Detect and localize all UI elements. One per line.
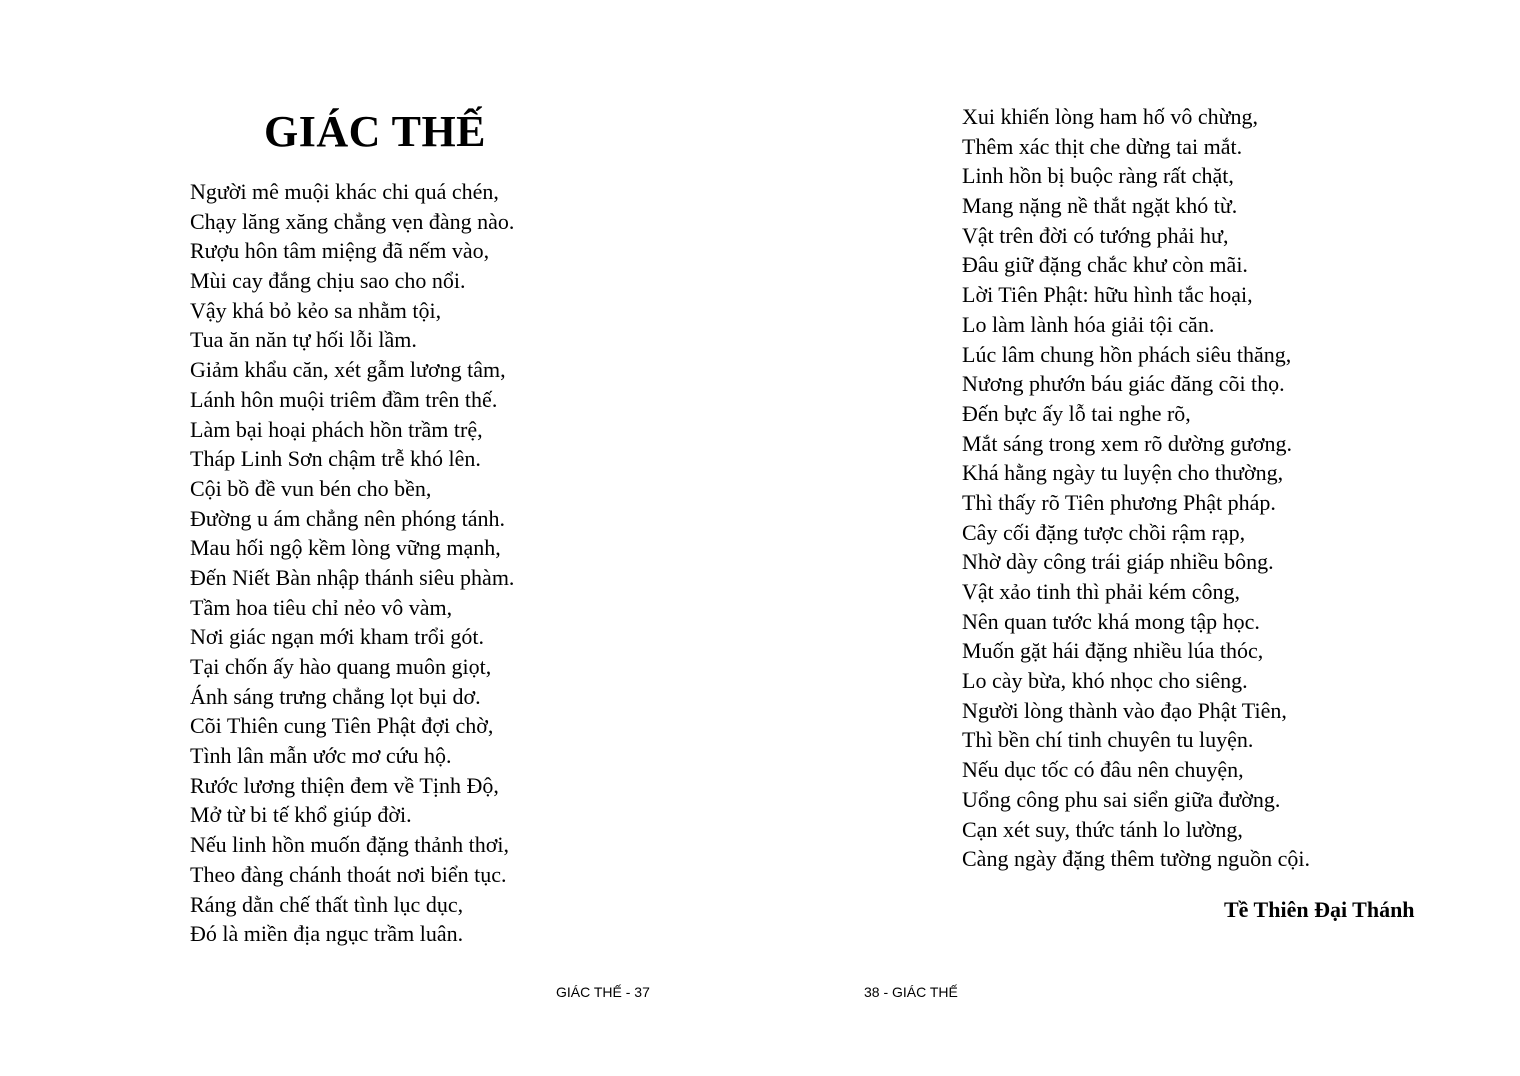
- verse-line: Mang nặng nề thắt ngặt khó từ.: [962, 193, 1238, 219]
- verse-line: Mau hối ngộ kềm lòng vững mạnh,: [190, 535, 501, 561]
- verse-line: Giảm khẩu căn, xét gẫm lương tâm,: [190, 357, 506, 383]
- verse-line: Rước lương thiện đem về Tịnh Độ,: [190, 772, 499, 798]
- verse-line: Tầm hoa tiêu chỉ nẻo vô vàm,: [190, 594, 453, 620]
- verse-line: Người mê muội khác chi quá chén,: [190, 179, 499, 204]
- verse-line: Linh hồn bị buộc ràng rất chặt,: [962, 163, 1234, 189]
- verse-line: Đến Niết Bàn nhập thánh siêu phàm.: [190, 564, 515, 590]
- verse-line: Nơi giác ngạn mới kham trổi gót.: [190, 624, 484, 650]
- verse-line: Nương phướn báu giác đăng cõi thọ.: [962, 371, 1285, 397]
- verse-line: Xui khiến lòng ham hố vô chừng,: [962, 104, 1259, 129]
- verse-line: Nên quan tước khá mong tập học.: [962, 608, 1260, 634]
- verse-line: Vật xảo tinh thì phải kém công,: [962, 579, 1240, 604]
- verse-line: Tháp Linh Sơn chậm trễ khó lên.: [190, 446, 481, 472]
- verse-line: Cõi Thiên cung Tiên Phật đợi chờ,: [190, 713, 494, 739]
- verse-line: Mắt sáng trong xem rõ dường gương.: [962, 430, 1293, 456]
- verse-line: Nhờ dày công trái giáp nhiều bông.: [962, 549, 1274, 575]
- author-signature: Tề Thiên Đại Thánh: [1224, 897, 1415, 922]
- verse-line: Lời Tiên Phật: hữu hình tắc hoại,: [962, 282, 1253, 308]
- verse-line: Càng ngày đặng thêm tường nguồn cội.: [962, 846, 1311, 872]
- poem-title: GIÁC THẾ: [264, 107, 487, 156]
- verse-line: Thì bền chí tinh chuyên tu luyện.: [962, 727, 1254, 753]
- verse-line: Uổng công phu sai siển giữa đường.: [962, 786, 1281, 812]
- verse-line: Ánh sáng trưng chẳng lọt bụi dơ.: [190, 683, 481, 709]
- right-page-footer: 38 - GIÁC THẾ: [864, 984, 958, 1000]
- verse-line: Mở từ bi tế khổ giúp đời.: [190, 802, 412, 828]
- verse-line: Người lòng thành vào đạo Phật Tiên,: [962, 697, 1287, 723]
- verse-line: Cạn xét suy, thức tánh lo lường,: [962, 816, 1243, 842]
- verse-line: Cây cối đặng tược chồi rậm rạp,: [962, 519, 1246, 545]
- verse-line: Chạy lăng xăng chẳng vẹn đàng nào.: [190, 208, 515, 234]
- right-verse-list: [962, 102, 1310, 874]
- verse-line: Làm bại hoại phách hồn trầm trệ,: [190, 416, 483, 442]
- verse-line: Nếu linh hồn muốn đặng thảnh thơi,: [190, 832, 509, 858]
- verse-line: Vậy khá bỏ kẻo sa nhằm tội,: [190, 297, 442, 323]
- verse-line: Đường u ám chẳng nên phóng tánh.: [190, 505, 505, 531]
- verse-line: Thêm xác thịt che dừng tai mắt.: [962, 133, 1243, 159]
- verse-line: Đó là miền địa ngục trầm luân.: [190, 921, 464, 947]
- verse-line: Thì thấy rõ Tiên phương Phật pháp.: [962, 489, 1276, 515]
- verse-line: Khá hằng ngày tu luyện cho thường,: [962, 460, 1284, 486]
- verse-line: Tua ăn năn tự hối lỗi lầm.: [190, 327, 417, 353]
- verse-line: Muốn gặt hái đặng nhiều lúa thóc,: [962, 638, 1264, 664]
- verse-line: Nếu dục tốc có đâu nên chuyện,: [962, 757, 1244, 783]
- verse-line: Rượu hôn tâm miệng đã nếm vào,: [190, 238, 490, 264]
- verse-line: Lánh hôn muội triêm đầm trên thế.: [190, 386, 498, 412]
- verse-line: Lo làm lành hóa giải tội căn.: [962, 311, 1215, 337]
- verse-line: Tại chốn ấy hào quang muôn giọt,: [190, 654, 492, 679]
- verse-line: Đâu giữ đặng chắc khư còn mãi.: [962, 252, 1248, 278]
- verse-line: Cội bồ đề vun bén cho bền,: [190, 475, 432, 501]
- verse-line: Ráng dằn chế thất tình lục dục,: [190, 891, 464, 917]
- left-page-footer: GIÁC THẾ - 37: [556, 984, 650, 1000]
- right-page: [760, 0, 1520, 1076]
- verse-line: Đến bực ấy lỗ tai nghe rõ,: [962, 400, 1191, 426]
- verse-line: Mùi cay đắng chịu sao cho nổi.: [190, 268, 466, 294]
- verse-line: Theo đàng chánh thoát nơi biển tục.: [190, 861, 507, 887]
- left-verse-list: [190, 177, 514, 949]
- verse-line: Vật trên đời có tướng phải hư,: [962, 222, 1229, 248]
- verse-line: Lo cày bừa, khó nhọc cho siêng.: [962, 668, 1248, 694]
- verse-line: Lúc lâm chung hồn phách siêu thăng,: [962, 341, 1292, 367]
- verse-line: Tình lân mẫn ước mơ cứu hộ.: [190, 743, 452, 769]
